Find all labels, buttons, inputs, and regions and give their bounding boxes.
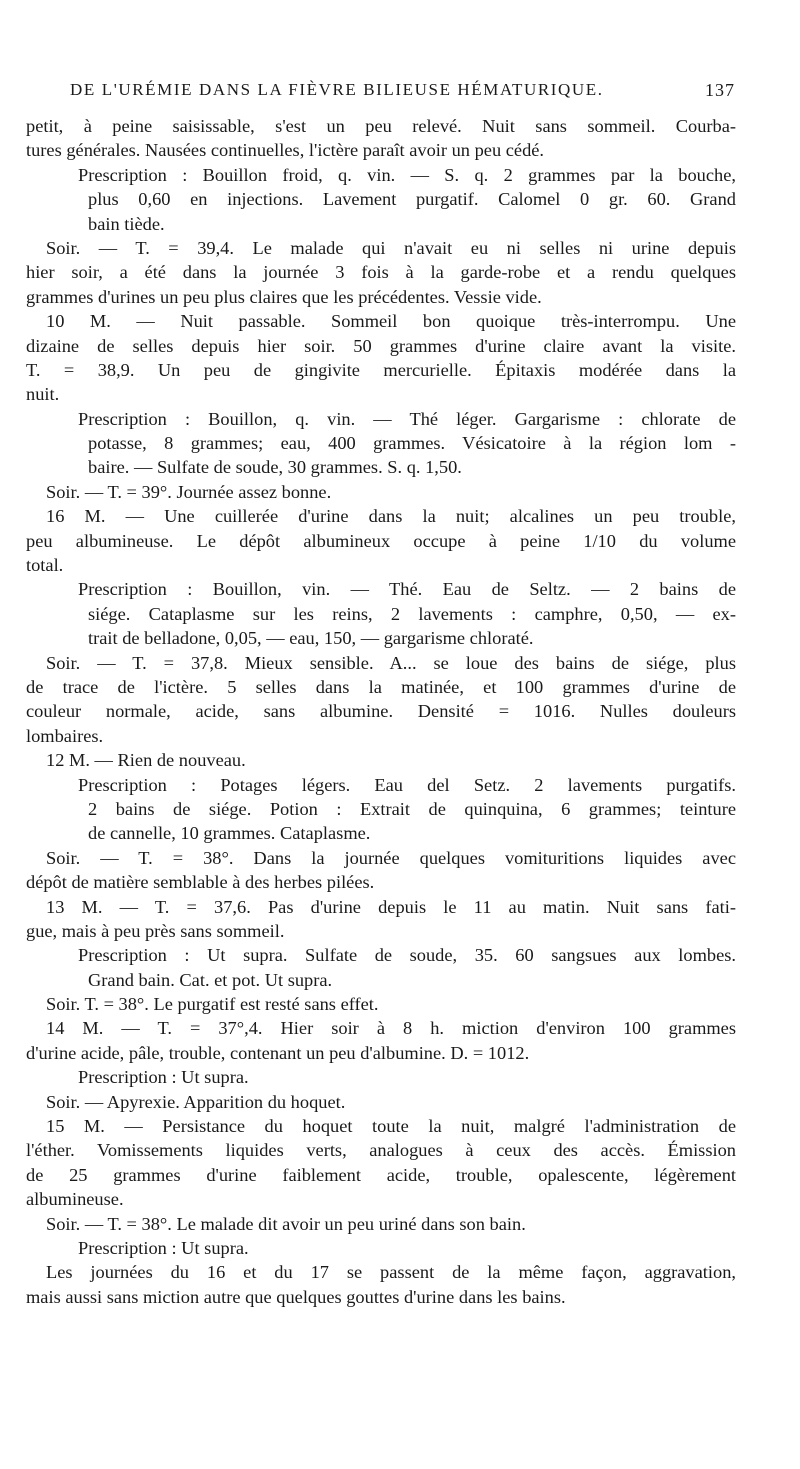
text-line: 2 bains de siége. Potion : Extrait de quinquina, 6 grammes; teinture [88,798,736,819]
text-line: 10 M. — Nuit passable. Sommeil bon quoique très-interrompu. Une [46,311,736,332]
text-line: mais aussi sans miction autre que quelques gouttes d'urine dans les bains. [26,1286,566,1307]
text-line: 15 M. — Persistance du hoquet toute la nuit, malgré l'administration de [46,1116,736,1137]
text-line: potasse, 8 grammes; eau, 400 grammes. Vésicatoire à la région lom - [88,433,736,454]
text-line: peu albumineuse. Le dépôt albumineux occupe à peine 1/10 du volume [26,530,736,551]
text-line: Prescription : Ut supra. [78,1237,249,1258]
text-line: petit, à peine saisissable, s'est un peu relevé. Nuit sans sommeil. Courba- [26,116,736,136]
text-line: couleur normale, acide, sans albumine. Densité = 1016. Nulles douleurs [26,701,736,722]
text-line: Prescription : Bouillon, q. vin. — Thé léger. Gargarisme : chlorate de [78,408,736,429]
text-line: Prescription : Bouillon, vin. — Thé. Eau de Seltz. — 2 bains de [78,579,736,600]
text-line: gue, mais à peu près sans sommeil. [26,920,285,941]
text-line: 14 M. — T. = 37°,4. Hier soir à 8 h. miction d'environ 100 grammes [46,1018,736,1039]
page-number: 137 [705,80,735,100]
text-line: Grand bain. Cat. et pot. Ut supra. [88,969,333,990]
text-line: total. [26,555,64,576]
text-line: Prescription : Ut supra. [78,1067,249,1088]
text-line: d'urine acide, pâle, trouble, contenant un peu d'albumine. D. = 1012. [26,1042,530,1063]
text-line: albumineuse. [26,1189,124,1210]
text-line: bain tiède. [88,213,165,234]
text-line: dizaine de selles depuis hier soir. 50 grammes d'urine claire avant la visite. [26,335,736,356]
text-line: trait de belladone, 0,05, — eau, 150, — gargarisme chloraté. [88,628,534,649]
text-line: T. = 38,9. Un peu de gingivite mercurielle. Épitaxis modérée dans la [26,359,736,380]
text-line: tures générales. Nausées continuelles, l'ictère paraît avoir un peu cédé. [26,140,545,161]
page-header [70,80,735,110]
text-line: de cannelle, 10 grammes. Cataplasme. [88,823,371,844]
text-line: Soir. — T. = 38°. Dans la journée quelques vomituritions liquides avec [46,847,736,868]
text-line: Soir. T. = 38°. Le purgatif est resté sans effet. [46,994,379,1015]
text-line: 16 M. — Une cuillerée d'urine dans la nuit; alcalines un peu trouble, [46,506,736,527]
text-line: Prescription : Potages légers. Eau del Setz. 2 lavements purgatifs. [78,774,736,795]
text-line: Soir. — Apyrexie. Apparition du hoquet. [46,1091,346,1112]
text-line: hier soir, a été dans la journée 3 fois à la garde-robe et a rendu quelques [26,262,736,283]
text-line: Soir. — T. = 39°. Journée assez bonne. [46,481,332,502]
text-line: l'éther. Vomissements liquides verts, analogues à ceux des accès. Émission [26,1140,736,1161]
text-line: nuit. [26,384,60,405]
text-line: plus 0,60 en injections. Lavement purgatif. Calomel 0 gr. 60. Grand [88,189,736,210]
text-line: baire. — Sulfate de soude, 30 grammes. S. q. 1,50. [88,457,462,478]
text-line: dépôt de matière semblable à des herbes pilées. [26,872,375,893]
text-line: de 25 grammes d'urine faiblement acide, trouble, opalescente, légèrement [26,1164,736,1185]
body-text [26,114,736,1309]
text-line: de trace de l'ictère. 5 selles dans la matinée, et 100 grammes d'urine de [26,676,736,697]
text-line: Soir. — T. = 38°. Le malade dit avoir un peu uriné dans son bain. [46,1213,526,1234]
text-line: 12 M. — Rien de nouveau. [46,750,246,771]
running-title: DE L'URÉMIE DANS LA FIÈVRE BILIEUSE HÉMATURIQUE. [70,80,604,99]
text-line: grammes d'urines un peu plus claires que les précédentes. Vessie vide. [26,286,542,307]
text-line: Prescription : Bouillon froid, q. vin. — S. q. 2 grammes par la bouche, [78,164,736,185]
text-line: lombaires. [26,725,104,746]
text-line: Soir. — T. = 39,4. Le malade qui n'avait eu ni selles ni urine depuis [46,237,736,258]
text-line: 13 M. — T. = 37,6. Pas d'urine depuis le 11 au matin. Nuit sans fati- [46,896,736,917]
text-line: Soir. — T. = 37,8. Mieux sensible. A... se loue des bains de siége, plus [46,652,736,673]
text-line: Les journées du 16 et du 17 se passent de la même façon, aggravation, [46,1262,736,1283]
text-line: Prescription : Ut supra. Sulfate de soude, 35. 60 sangsues aux lombes. [78,945,736,966]
text-line: siége. Cataplasme sur les reins, 2 lavements : camphre, 0,50, — ex- [88,603,736,624]
